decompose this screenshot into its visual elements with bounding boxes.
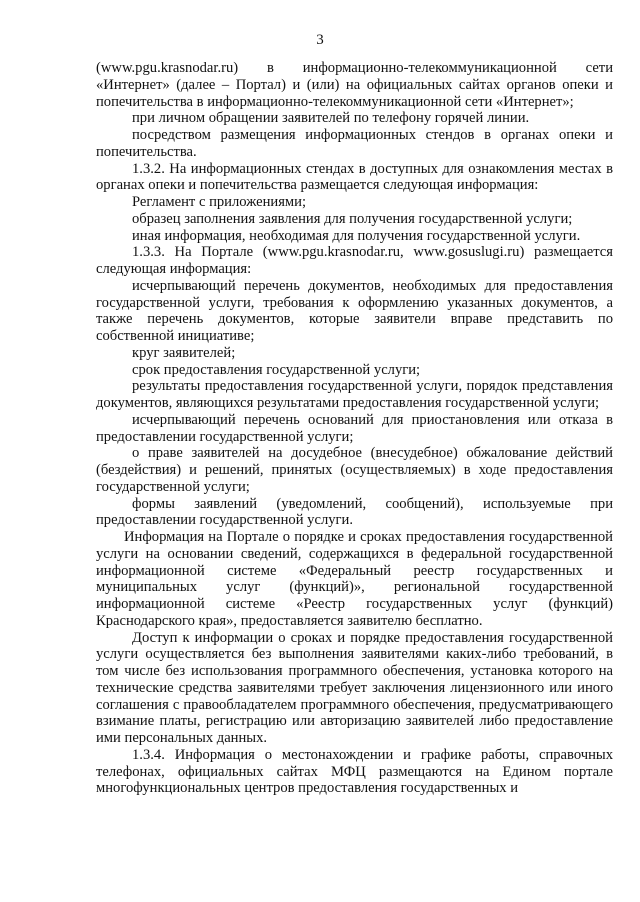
paragraph-info-stands: посредством размещения информационных стендов в органах опеки и попечительства.	[96, 127, 613, 160]
list-item-applicants: круг заявителей;	[132, 344, 236, 361]
list-item-term: срок предоставления государственной услуги;	[132, 361, 421, 378]
paragraph-hotline: при личном обращении заявителей по телефону горячей линии.	[132, 110, 530, 127]
list-item-refusal-grounds: исчерпывающий перечень оснований для приостановления или отказа в предоставлении государственной услуги;	[96, 411, 613, 445]
list-item-other-info: иная информация, необходимая для получения государственной услуги.	[132, 227, 581, 244]
list-item-application-sample: образец заполнения заявления для получения государственной услуги;	[132, 210, 573, 227]
list-item-results: результаты предоставления государственной услуги, порядок представления документов, являющихся результатами предоставления государственной услуги;	[96, 378, 613, 411]
document-body	[96, 60, 613, 797]
list-item-forms: формы заявлений (уведомлений, сообщений), используемые при предоставлении государственной услуги.	[96, 495, 613, 529]
list-item-regulation: Регламент с приложениями;	[132, 194, 307, 210]
paragraph-access-info: Доступ к информации о сроках и порядке предоставления государственной услуги осуществляется без выполнения заявителями каких-либо требований, в том числе без использования программного обеспечения, установка которого на технические средства заявителями требует заключения лицензионного или иного соглашения с правообладателем программного обеспечения, предусматривающего взимание платы, регистрацию или авторизацию заявителей либо предоставление ими персональных данных.	[96, 629, 613, 746]
paragraph-1-3-4: 1.3.4. Информация о местонахождении и графике работы, справочных телефонах, официальных сайтах МФЦ размещаются на Едином портале многофункциональных центров предоставления государственных и	[96, 746, 613, 797]
paragraph-1-3-3: 1.3.3. На Портале (www.pgu.krasnodar.ru, www.gosuslugi.ru) размещается следующая информация:	[96, 244, 613, 277]
paragraph-1-3-2: 1.3.2. На информационных стендах в доступных для ознакомления местах в органах опеки и попечительства размещается следующая информация:	[96, 160, 613, 194]
paragraph-portal-continuation: (www.pgu.krasnodar.ru) в информационно-телекоммуникационной сети «Интернет» (далее – Портал) и (или) на официальных сайтах органов опеки и попечительства в информационно-телекоммуникационной сети «Интернет»;	[96, 60, 613, 110]
page-number: 3	[316, 32, 324, 48]
list-item-appeal-right: о праве заявителей на досудебное (внесудебное) обжалование действий (бездействия) и решений, принятых (осуществляемых) в ходе предоставления государственной услуги;	[96, 445, 613, 495]
paragraph-portal-info-free: Информация на Портале о порядке и сроках предоставления государственной услуги на основании сведений, содержащихся в федеральной государственной информационной системе «Федеральный реестр государственных и муниципальных услуг (функций)», региональной государственной информационной системе «Реестр государственных услуг (функций) Краснодарского края», предоставляется заявителю бесплатно.	[96, 529, 613, 629]
list-item-documents: исчерпывающий перечень документов, необходимых для предоставления государственной услуги, требования к оформлению указанных документов, а также перечень документов, которые заявители вправе представить по собственной инициативе;	[96, 277, 613, 344]
